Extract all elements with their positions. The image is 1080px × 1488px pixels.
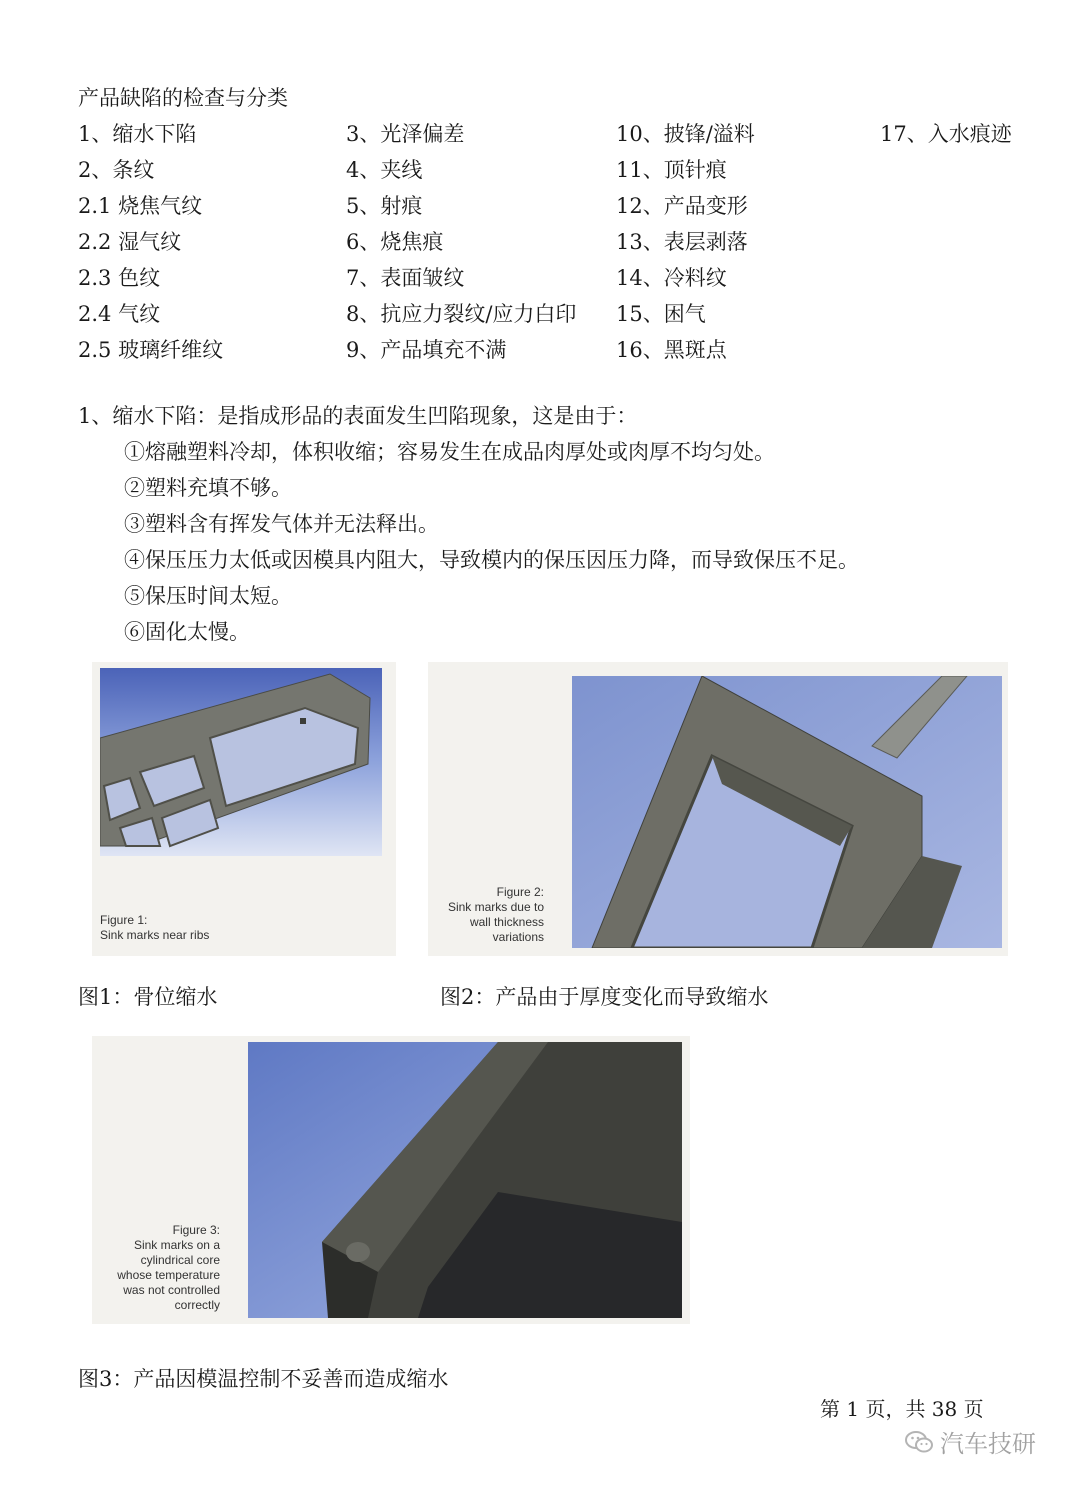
figure-3-caption-en: Figure 3: Sink marks on a cylindrical core whose temperature was not controlled correctly — [117, 1223, 220, 1312]
reason-item: ⑥固化太慢。 — [124, 620, 250, 644]
list-item: 7、表面皱纹 — [346, 266, 465, 290]
list-item: 10、披锋/溢料 — [616, 122, 755, 146]
list-item: 17、入水痕迹 — [880, 122, 1012, 146]
list-item: 2.2 湿气纹 — [78, 230, 182, 254]
list-item: 12、产品变形 — [616, 194, 748, 218]
reason-item: ④保压压力太低或因模具内阻大，导致模内的保压因压力降，而导致保压不足。 — [124, 548, 859, 572]
list-item: 9、产品填充不满 — [346, 338, 507, 362]
list-item: 15、困气 — [616, 302, 706, 326]
list-item: 11、顶针痕 — [616, 158, 727, 182]
figure-3-photo — [248, 1042, 682, 1318]
wechat-icon — [904, 1430, 934, 1454]
reason-item: ⑤保压时间太短。 — [124, 584, 292, 608]
list-item: 2.5 玻璃纤维纹 — [78, 338, 224, 362]
list-item: 3、光泽偏差 — [346, 122, 465, 146]
list-item: 2.1 烧焦气纹 — [78, 194, 203, 218]
list-item: 2.3 色纹 — [78, 266, 161, 290]
figure-2-caption-en: Figure 2: Sink marks due to wall thickness variations — [447, 885, 544, 944]
reason-item: ①熔融塑料冷却，体积收缩；容易发生在成品肉厚处或肉厚不均匀处。 — [124, 440, 775, 464]
watermark: 汽车技研 — [904, 1424, 1036, 1459]
reason-item: ②塑料充填不够。 — [124, 476, 292, 500]
list-item: 6、烧焦痕 — [346, 230, 444, 254]
page-number: 第 1 页，共 38 页 — [820, 1397, 984, 1421]
list-item: 2.4 气纹 — [78, 302, 161, 326]
figure-2-photo — [572, 676, 1002, 948]
list-item: 14、冷料纹 — [616, 266, 727, 290]
list-item: 2、条纹 — [78, 158, 155, 182]
figure-1-caption: 图1：骨位缩水 — [78, 985, 218, 1009]
list-item: 16、黑斑点 — [616, 338, 727, 362]
figure-2-caption: 图2：产品由于厚度变化而导致缩水 — [440, 985, 769, 1009]
reason-item: ③塑料含有挥发气体并无法释出。 — [124, 512, 439, 536]
section-title: 1、缩水下陷：是指成形品的表面发生凹陷现象，这是由于： — [78, 404, 638, 428]
figure-3-caption: 图3：产品因模温控制不妥善而造成缩水 — [78, 1367, 449, 1391]
list-item: 13、表层剥落 — [616, 230, 748, 254]
page-heading: 产品缺陷的检查与分类 — [78, 86, 288, 110]
figure-1-photo — [100, 668, 382, 856]
list-item: 8、抗应力裂纹/应力白印 — [346, 302, 577, 326]
list-item: 5、射痕 — [346, 194, 423, 218]
figure-1-caption-en: Figure 1: Sink marks near ribs — [100, 913, 210, 942]
list-item: 4、夹线 — [346, 158, 423, 182]
list-item: 1、缩水下陷 — [78, 122, 197, 146]
